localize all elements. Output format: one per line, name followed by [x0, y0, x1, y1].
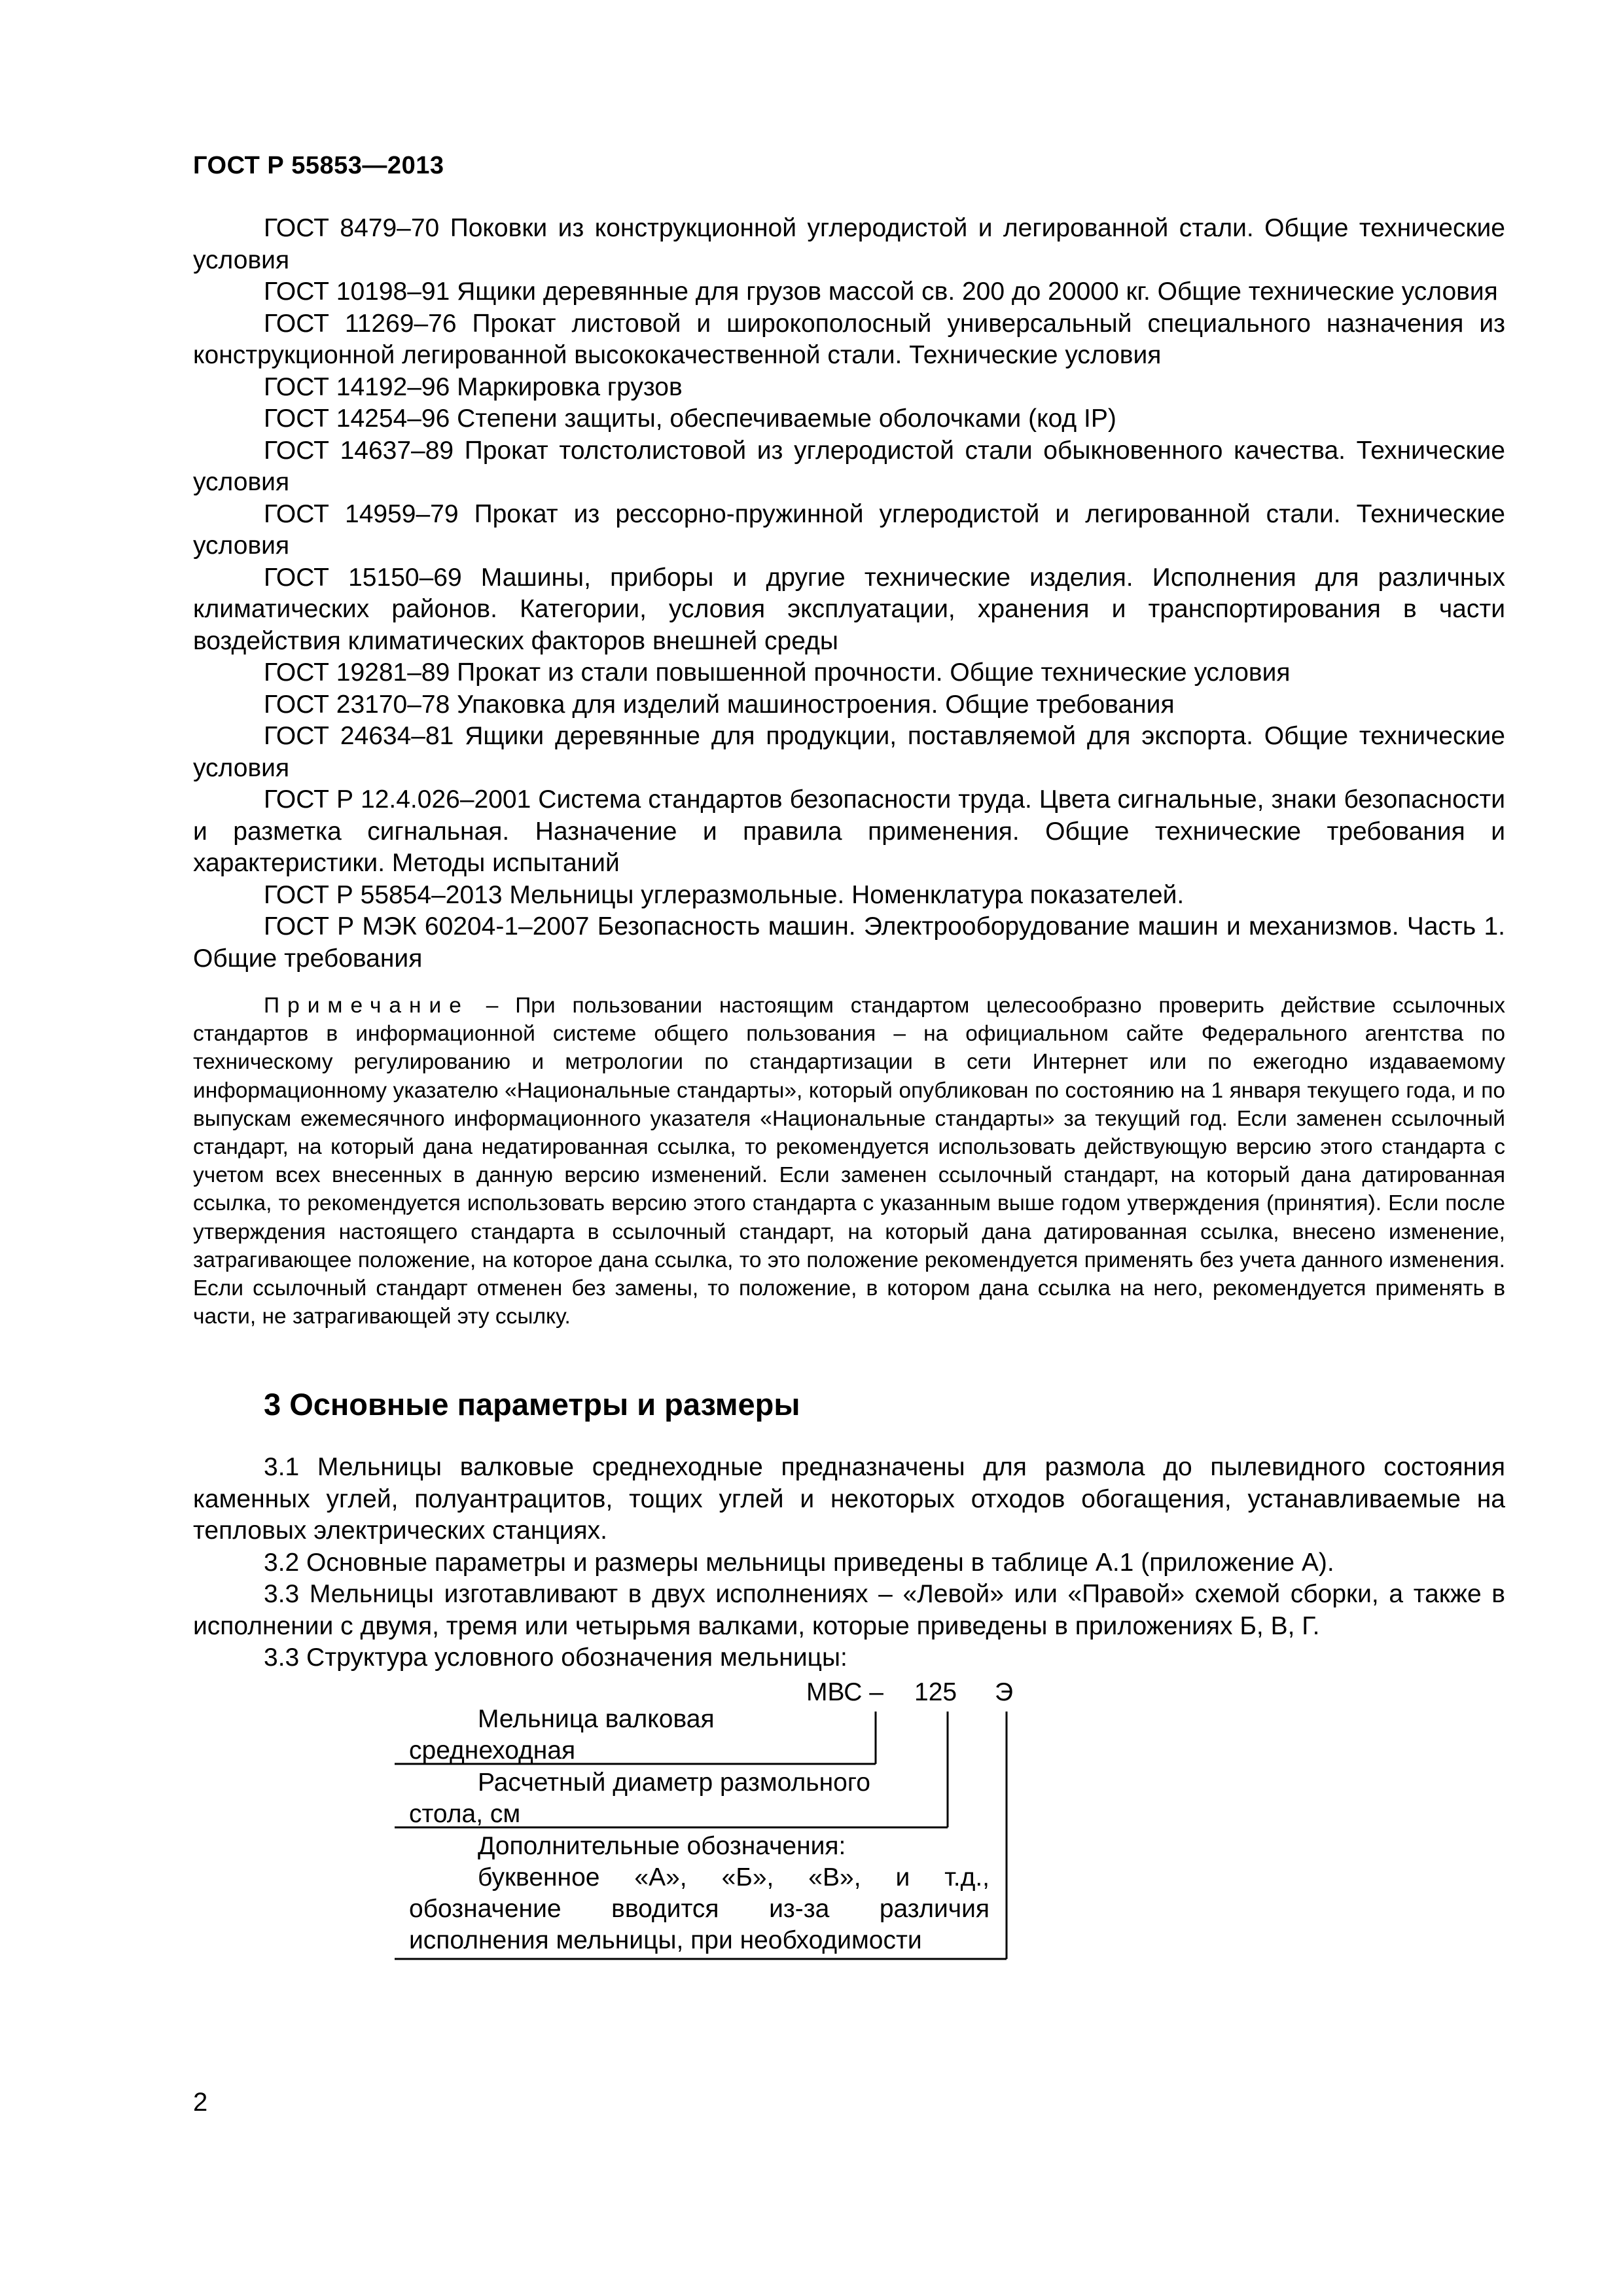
reference-entry: ГОСТ 24634–81 Ящики деревянные для продукции, поставляемой для экспорта. Общие технические условия — [193, 722, 1505, 782]
paragraph-3-3-versions: 3.3 Мельницы изготавливают в двух исполнениях – «Левой» или «Правой» схемой сборки, а также в исполнении с двумя, тремя или четырьмя валками, которые приведены в приложениях Б, В, Г. — [193, 1580, 1505, 1640]
designation-item1-line2: среднеходная — [409, 1736, 576, 1765]
reference-entry: ГОСТ 19281–89 Прокат из стали повышенной прочности. Общие технические условия — [264, 658, 1291, 687]
document-id-header: ГОСТ Р 55853—2013 — [193, 152, 444, 179]
designation-item3-line3 — [409, 1893, 990, 1925]
reference-entry: ГОСТ 11269–76 Прокат листовой и широкополосный универсальный специального назначения из конструкционной легированной высококачественной стали. Технические условия — [193, 309, 1505, 369]
reference-entry: ГОСТ Р МЭК 60204-1–2007 Безопасность машин. Электрооборудование машин и механизмов. Часть 1. Общие требования — [193, 912, 1505, 973]
reference-entry: ГОСТ 8479–70 Поковки из конструкционной углеродистой и легированной стали. Общие технические условия — [193, 214, 1505, 274]
reference-entry: ГОСТ 15150–69 Машины, приборы и другие технические изделия. Исполнения для различных климатических районов. Категории, условия эксплуатации, хранения и транспортирования в части воздействия климатических факторов внешней среды — [193, 563, 1505, 655]
reference-entry: ГОСТ Р 12.4.026–2001 Система стандартов безопасности труда. Цвета сигнальные, знаки безопасности и разметка сигнальная. Назначение и правила применения. Общие технические требования и характеристики. Методы испытаний — [193, 785, 1505, 877]
reference-entry: ГОСТ 14254–96 Степени защиты, обеспечиваемые оболочками (код IP) — [264, 404, 1116, 433]
reference-entry: ГОСТ 23170–78 Упаковка для изделий машиностроения. Общие требования — [264, 690, 1175, 719]
designation-item3-line1: Дополнительные обозначения: — [478, 1832, 846, 1860]
designation-item3-line2 — [478, 1862, 990, 1893]
normative-references-list — [193, 213, 1505, 975]
designation-code-suffix: Э — [995, 1678, 1014, 1706]
page-number: 2 — [193, 2088, 208, 2117]
paragraph-3-3-structure: 3.3 Структура условного обозначения мельницы: — [264, 1643, 847, 1672]
reference-entry: ГОСТ 14192–96 Маркировка грузов — [264, 372, 683, 401]
reference-entry: ГОСТ Р 55854–2013 Мельницы углеразмольные. Номенклатура показателей. — [264, 880, 1185, 909]
reference-entry: ГОСТ 10198–91 Ящики деревянные для грузов массой св. 200 до 20000 кг. Общие технические условия — [264, 278, 1498, 306]
note-paragraph — [193, 992, 1505, 1331]
note-text: – При пользовании настоящим стандартом целесообразно проверить действие ссылочных стандартов в информационной системе общего пользования – на официальном сайте Федерального агентства по техническому регулированию и метрологии по стандартизации в сети Интернет или по ежегодно издаваемому информационному указателю «Национальные стандарты», который опубликован по состоянию на 1 января текущего года, и по выпускам ежемесячного информационного указателя «Национальные стандарты» за текущий год. Если заменен ссылочный стандарт, на который дана недатированная ссылка, то рекомендуется использовать действующую версию этого стандарта с учетом всех внесенных в данную версию изменений. Если заменен ссылочный стандарт, на который дана датированная ссылка, то рекомендуется использовать версию этого стандарта с указанным выше годом утверждения (принятия). Если после утверждения настоящего стандарта в ссылочный стандарт, на который дана датированная ссылка, внесено изменение, затрагивающее положение, на которое дана ссылка, то это положение рекомендуется применять без учета данного изменения. Если ссылочный стандарт отменен без замены, то положение, в котором дана ссылка на него, рекомендуется применять в части, не затрагивающей эту ссылку. — [193, 994, 1505, 1329]
section-title: 3 Основные параметры и размеры — [264, 1387, 800, 1422]
designation-item1-line1: Мельница валковая — [478, 1705, 715, 1733]
designation-item2-line1: Расчетный диаметр размольного — [478, 1768, 870, 1797]
designation-item3-line2-text: буквенное «А», «Б», «В», и т.д., — [478, 1863, 990, 1892]
designation-item2-line2: стола, см — [409, 1800, 521, 1828]
note-label: Примечание — [264, 994, 469, 1018]
reference-entry: ГОСТ 14959–79 Прокат из рессорно-пружинной углеродистой и легированной стали. Технические условия — [193, 499, 1505, 560]
designation-item3-line3-text: обозначение вводится из-за различия — [409, 1895, 990, 1923]
reference-entry: ГОСТ 14637–89 Прокат толстолистовой из углеродистой стали обыкновенного качества. Технические условия — [193, 436, 1505, 496]
designation-code-diameter: 125 — [914, 1678, 957, 1706]
paragraph-3-1: 3.1 Мельницы валковые среднеходные предназначены для размола до пылевидного состояния каменных углей, полуантрацитов, тощих углей и некоторых отходов обогащения, устанавливаемые на тепловых электрических станциях. — [193, 1453, 1505, 1545]
section-paragraphs — [193, 1452, 1505, 1674]
designation-code-prefix: МВС – — [806, 1678, 883, 1706]
paragraph-3-2: 3.2 Основные параметры и размеры мельницы приведены в таблице А.1 (приложение А). — [264, 1548, 1334, 1577]
designation-item3-line4: исполнения мельницы, при необходимости — [409, 1926, 922, 1954]
